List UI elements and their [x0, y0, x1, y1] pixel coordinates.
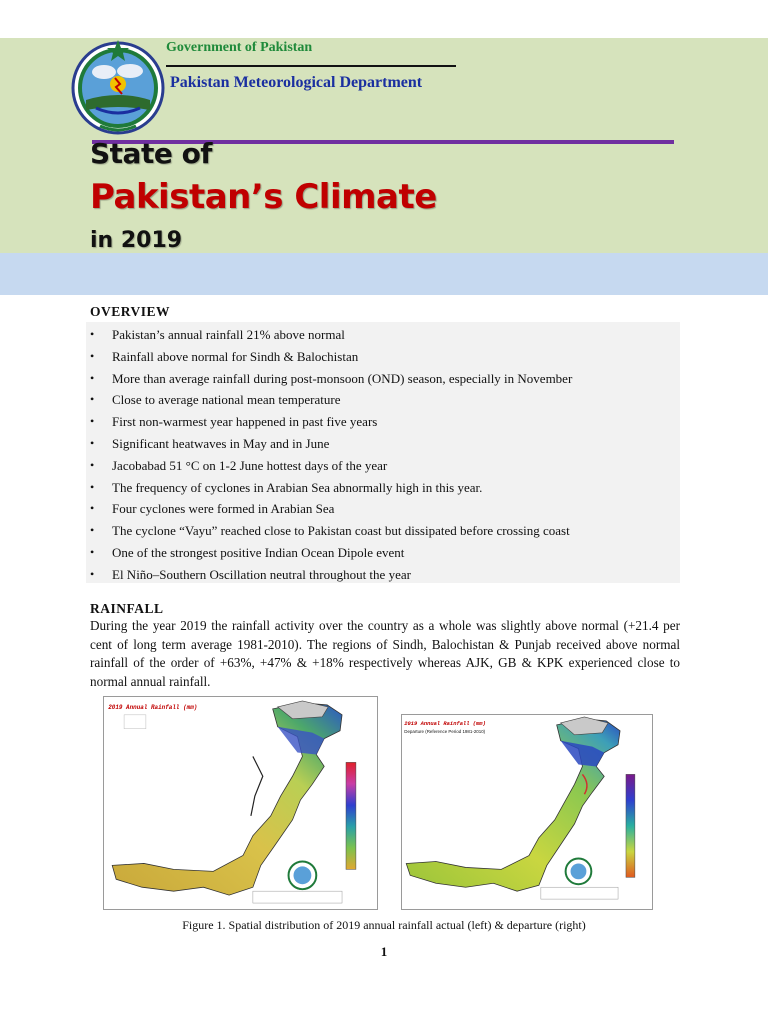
title-line-2: Pakistan’s Climate [90, 177, 437, 217]
page-number: 1 [380, 944, 388, 959]
list-item: • Close to average national mean temperature [90, 389, 680, 411]
left-map-legend [346, 762, 356, 869]
left-map-title: 2019 Annual Rainfall (mm) [108, 703, 198, 711]
header-divider [166, 65, 456, 67]
government-label: Government of Pakistan [166, 40, 313, 55]
list-item: • Rainfall above normal for Sindh & Balochistan [90, 346, 680, 368]
right-map-legend [626, 774, 635, 877]
title-line-1: State of [90, 137, 212, 170]
rainfall-actual-map [103, 696, 378, 910]
list-item: • Pakistan’s annual rainfall 21% above normal [90, 324, 680, 346]
rainfall-departure-map [401, 714, 653, 910]
list-item: • More than average rainfall during post-monsoon (OND) season, especially in November [90, 368, 680, 390]
title-line-3: in 2019 [90, 228, 183, 253]
pmd-logo-icon [70, 38, 166, 136]
list-item: • First non-warmest year happened in past five years [90, 411, 680, 433]
list-item: • Four cyclones were formed in Arabian Sea [90, 498, 680, 520]
top-white-band [0, 0, 768, 38]
list-item: • The frequency of cyclones in Arabian Sea abnormally high in this year. [90, 477, 680, 499]
right-map-title: 2019 Annual Rainfall (mm) [404, 719, 486, 727]
overview-heading: OVERVIEW [90, 304, 171, 319]
list-item: • El Niño–Southern Oscillation neutral throughout the year [90, 564, 680, 586]
list-item: • Jacobabad 51 °C on 1-2 June hottest days of the year [90, 455, 680, 477]
overview-list [90, 324, 680, 586]
rainfall-heading: RAINFALL [90, 601, 164, 616]
rainfall-paragraph: During the year 2019 the rainfall activity over the country as a whole was slightly above normal (+21.4 per cent of long term average 1981-2010). The regions of Sindh, Balochistan & Punjab received above normal rainfall of the order of +63%, +47% & +18% respectively whereas AJK, GB & KPK experienced close to normal annual rainfall. [90, 618, 680, 689]
figure-caption: Figure 1. Spatial distribution of 2019 annual rainfall actual (left) & departure (right) [182, 918, 586, 932]
list-item: • Significant heatwaves in May and in June [90, 433, 680, 455]
department-label: Pakistan Meteorological Department [170, 74, 423, 91]
right-map-subtitle: Departure (Reference Period 1981-2010) [404, 728, 486, 734]
list-item: • One of the strongest positive Indian Ocean Dipole event [90, 542, 680, 564]
list-item: • The cyclone “Vayu” reached close to Pakistan coast but dissipated before crossing coast [90, 520, 680, 542]
header-blue-band [0, 253, 768, 295]
